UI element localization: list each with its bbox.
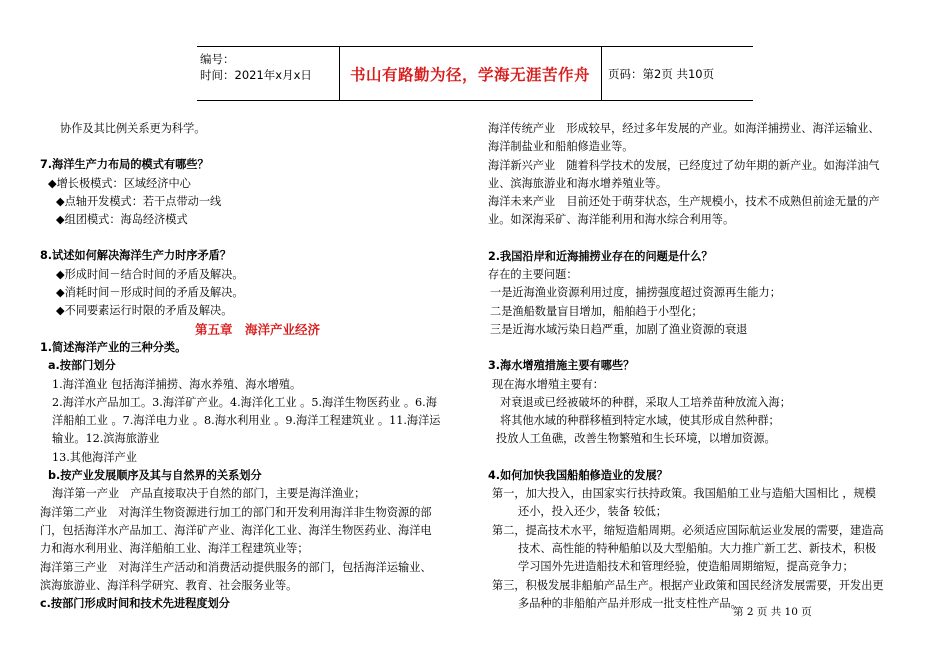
text-line: 存在的主要问题： [488, 268, 578, 282]
paragraph-spacer [0, 449, 950, 467]
page-header [197, 46, 753, 101]
text-line: 二是渔船数量盲目增加，船舶趋于小型化； [490, 304, 703, 318]
text-line: 力和海水利用业、海洋船舶工业、海洋工程建筑业等； [40, 542, 309, 556]
text-line: 还小，投入还少，装备 较低； [518, 505, 667, 519]
header-number-label: 编号： [200, 52, 235, 66]
text-line: ◆点轴开发模式：若干点带动一线 [56, 194, 222, 208]
question-heading: 7.海洋生产力布局的模式有哪些？ [40, 158, 209, 172]
text-line: ◆形成时间－结合时间的矛盾及解决。 [56, 267, 244, 281]
text-line: 将其他水域的种群移植到特定水域，使其形成自然种群； [500, 414, 780, 428]
right-column [0, 120, 950, 613]
header-page-info: 页码：第2页 共10页 [608, 66, 715, 81]
text-line: 协作及其比例关系更为科学。 [60, 122, 206, 135]
header-motto: 书山有路勤为径，学海无涯苦作舟 [349, 65, 590, 84]
header-meta [200, 51, 312, 83]
chapter-title: 第五章 海洋产业经济 [194, 321, 320, 337]
text-line: 投放人工鱼礁，改善生物繁殖和生长环境，以增加资源。 [496, 432, 776, 446]
text-line: ◆消耗时间－形成时间的矛盾及解决。 [56, 286, 244, 300]
text-line: 海洋制盐业和船舶修造业等。 [488, 140, 634, 154]
text-line: 海洋第一产业 产品直接取决于自然的部门，主要是海洋渔业； [52, 487, 366, 501]
paragraph-spacer [0, 339, 950, 357]
text-line: 技术、高性能的特种船舶以及大型船舶。大力推广新工艺、新技术，积极 [518, 541, 877, 555]
text-line: 海洋第二产业 对海洋生物资源进行加工的部门和开发利用海洋非生物资源的部 [40, 505, 432, 519]
text-line: 1.海洋渔业 包括海洋捕捞、海水养殖、海水增殖。 [52, 377, 302, 391]
text-line: 业。如深海采矿、海洋能利用和海水综合利用等。 [488, 213, 735, 227]
text-line: 海洋传统产业 形成较早，经过多年发展的产业。如海洋捕捞业、海洋运输业、 [488, 122, 880, 135]
text-line: 洋船舶工业 。7.海洋电力业 。8.海水利用业 。9.海洋工程建筑业 。11.海洋运 [52, 414, 441, 428]
header-divider [601, 47, 602, 100]
text-line: 现在海水增殖主要有： [492, 377, 604, 391]
text-line: 13.其他海洋产业 [52, 450, 137, 464]
text-line: 海洋新兴产业 随着科学技术的发展，已经度过了幼年期的新产业。如海洋油气 [488, 158, 880, 172]
text-line: 多品种的非船舶产品并形成一批支柱性产品。 [518, 596, 742, 610]
text-line: 滨海旅游业、海洋科学研究、教育、社会服务业等。 [40, 578, 298, 592]
text-line: 一是近海渔业资源利用过度，捕捞强度超过资源再生能力； [490, 286, 781, 300]
text-line: 输业。12.滨海旅游业 [52, 432, 160, 446]
text-line: 业、滨海旅游业和海水增养殖业等。 [488, 176, 668, 190]
text-line: 三是近海水域污染日趋严重，加剧了渔业资源的衰退 [490, 322, 748, 336]
text-line: 海洋第三产业 对海洋生产活动和消费活动提供服务的部门，包括海洋运输业、 [40, 560, 432, 574]
question-heading: b.按产业发展顺序及其与自然界的关系划分 [48, 469, 262, 483]
text-line: 2.海洋水产品加工。3.海洋矿产业。4.海洋化工业 。5.海洋生物医药业 。6.海 [52, 395, 437, 409]
page-footer-number: 第 2 页 共 10 页 [733, 606, 812, 618]
text-line: 第一，加大投入，由国家实行扶持政策。我国船舶工业与造船大国相比 ，规模 [492, 487, 876, 501]
text-line: ◆增长极模式：区域经济中心 [48, 176, 191, 190]
text-line: ◆组团模式：海岛经济模式 [56, 213, 188, 227]
question-heading: c.按部门形成时间和技术先进程度划分 [40, 597, 230, 611]
question-heading: a.按部门划分 [48, 359, 116, 373]
text-line: 学习国外先进造船技术和管理经验，使造船周期缩短，提高竞争力； [518, 560, 854, 574]
paragraph-spacer [0, 230, 950, 248]
question-heading: 2.我国沿岸和近海捕捞业存在的问题是什么？ [488, 249, 713, 263]
text-line: 第三，积极发展非船舶产品生产。根据产业政策和国民经济发展需要，开发出更 [492, 578, 884, 592]
question-heading: 4.如何加快我国船舶修造业的发展？ [488, 468, 668, 482]
text-line: 海洋未来产业 目前还处于萌芽状态，生产规模小，技术不成熟但前途无量的产 [488, 195, 880, 209]
text-line: 门，包括海洋水产品加工、海洋矿产业、海洋化工业、海洋生物医药业、海洋电 [40, 523, 432, 537]
question-heading: 1.简述海洋产业的三种分类。 [40, 340, 187, 354]
question-heading: 3.海水增殖措施主要有哪些？ [488, 359, 635, 373]
header-date: 时间：2021年x月x日 [200, 68, 312, 82]
question-heading: 8.试述如何解决海洋生产力时序矛盾？ [40, 249, 232, 263]
text-line: 第二，提高技术水平，缩短造船周期。必须适应国际航运业发展的需要，建造高 [492, 523, 884, 537]
text-line: 对衰退或已经被破坏的种群，采取人工培养苗种放流入海； [500, 395, 791, 409]
text-line: ◆不同要素运行时限的矛盾及解决。 [56, 304, 233, 318]
